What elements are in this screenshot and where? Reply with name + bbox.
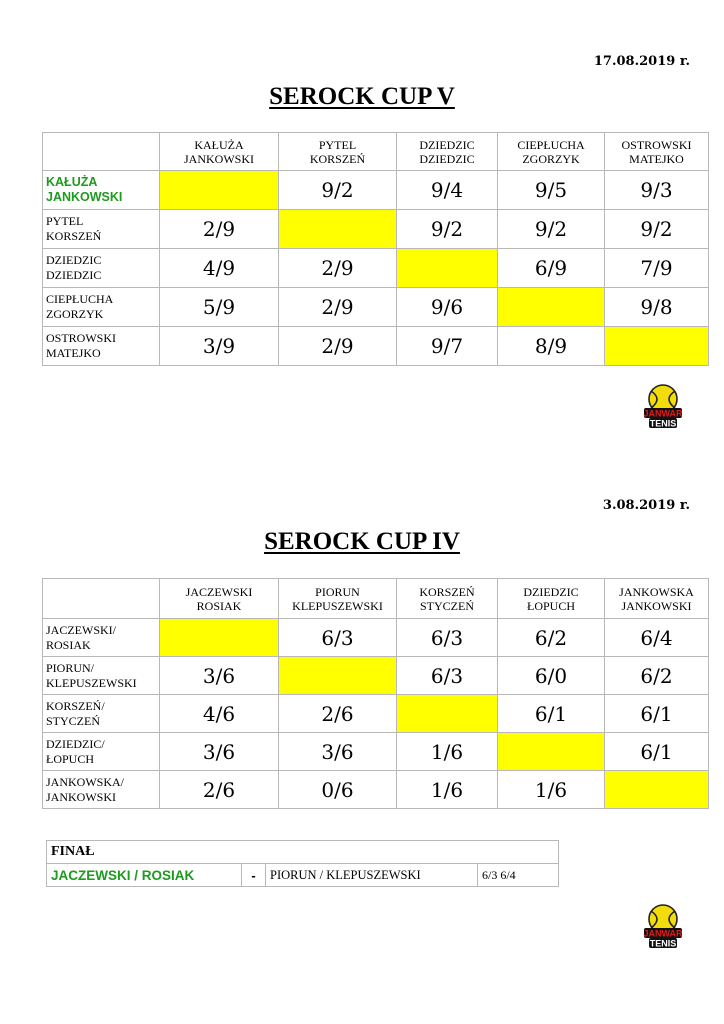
self-match-cell	[279, 210, 397, 249]
final-score: 6/3 6/4	[478, 864, 559, 887]
janwar-tenis-logo	[643, 384, 683, 432]
column-header	[498, 579, 605, 619]
self-match-cell	[605, 327, 709, 366]
table-row	[43, 733, 709, 771]
self-match-cell	[498, 288, 605, 327]
score-cell: 9/6	[397, 288, 498, 327]
table-row	[43, 288, 709, 327]
row-label-line: ZGORZYK	[46, 307, 104, 321]
table-row	[43, 695, 709, 733]
score-cell: 9/3	[605, 171, 709, 210]
final-table	[46, 840, 559, 887]
title-cup-iv: SEROCK CUP IV	[264, 528, 460, 555]
score-cell: 2/9	[279, 288, 397, 327]
score-cell: 2/9	[279, 327, 397, 366]
logo-line1: JANWAR	[643, 408, 683, 419]
logo-line2: TENIS	[649, 418, 677, 429]
row-label-line: JANKOWSKA/	[46, 774, 124, 789]
results-table-cup-v	[42, 132, 709, 366]
row-label-line: DZIEDZIC/	[46, 736, 105, 751]
score-cell: 6/3	[397, 657, 498, 695]
results-table-cup-iv	[42, 578, 709, 809]
row-label-line: JACZEWSKI/	[46, 622, 116, 637]
score-cell: 9/5	[498, 171, 605, 210]
column-header-line: PIORUN	[315, 584, 360, 599]
date-cup-iv: 3.08.2019 r.	[602, 498, 690, 513]
column-header-line: KORSZEŃ	[419, 584, 475, 599]
score-cell: 3/9	[160, 327, 279, 366]
title-cup-v: SEROCK CUP V	[269, 83, 455, 110]
table-row	[43, 171, 709, 210]
column-header-line: OSTROWSKI	[621, 137, 692, 152]
row-label-line: OSTROWSKI	[46, 331, 117, 345]
score-cell: 2/9	[160, 210, 279, 249]
column-header-line: STYCZEŃ	[420, 598, 474, 613]
row-label-line: KORSZEŃ/	[46, 698, 105, 713]
table-row	[43, 771, 709, 809]
row-label-line: ŁOPUCH	[46, 751, 95, 766]
row-label-line: STYCZEŃ	[46, 713, 100, 728]
final-heading: FINAŁ	[47, 841, 559, 864]
row-label	[43, 733, 160, 771]
row-label	[43, 771, 160, 809]
score-cell: 9/2	[605, 210, 709, 249]
final-loser: PIORUN / KLEPUSZEWSKI	[266, 864, 478, 887]
column-header	[160, 579, 279, 619]
column-header	[279, 579, 397, 619]
logo-line1: JANWAR	[643, 928, 683, 939]
column-header	[279, 133, 397, 171]
column-header-line: DZIEDZIC	[523, 584, 579, 599]
corner-cell	[43, 133, 160, 171]
date-cup-v: 17.08.2019 r.	[593, 54, 690, 69]
column-header-line: JANKOWSKI	[621, 598, 692, 613]
self-match-cell	[279, 657, 397, 695]
score-cell: 6/9	[498, 249, 605, 288]
column-header	[397, 133, 498, 171]
row-label	[43, 695, 160, 733]
row-label-line: KORSZEŃ	[46, 229, 102, 243]
row-label-line: KLEPUSZEWSKI	[46, 675, 137, 690]
row-label-line: MATEJKO	[46, 346, 101, 360]
table-row	[43, 249, 709, 288]
score-cell: 6/2	[605, 657, 709, 695]
score-cell: 4/6	[160, 695, 279, 733]
column-header-line: ZGORZYK	[522, 151, 580, 166]
score-cell: 1/6	[397, 771, 498, 809]
row-label-line: JANKOWSKI	[46, 789, 116, 804]
score-cell: 2/6	[279, 695, 397, 733]
score-cell: 9/4	[397, 171, 498, 210]
column-header-line: JACZEWSKI	[185, 584, 253, 599]
score-cell: 5/9	[160, 288, 279, 327]
row-label-line: ROSIAK	[46, 637, 91, 652]
column-header-line: DZIEDZIC	[419, 151, 475, 166]
column-header-line: ŁOPUCH	[526, 598, 575, 613]
row-label-line: PYTEL	[46, 214, 84, 228]
score-cell: 6/1	[605, 733, 709, 771]
column-header	[160, 133, 279, 171]
score-cell: 3/6	[160, 733, 279, 771]
column-header-line: DZIEDZIC	[419, 137, 475, 152]
row-label	[43, 619, 160, 657]
table-row	[43, 210, 709, 249]
table-row	[43, 619, 709, 657]
column-header	[605, 133, 709, 171]
column-header	[498, 133, 605, 171]
score-cell: 6/1	[498, 695, 605, 733]
column-header-line: MATEJKO	[629, 151, 684, 166]
self-match-cell	[397, 249, 498, 288]
column-header-line: PYTEL	[318, 137, 357, 152]
self-match-cell	[498, 733, 605, 771]
score-cell: 9/7	[397, 327, 498, 366]
score-cell: 6/4	[605, 619, 709, 657]
column-header	[605, 579, 709, 619]
table-row	[43, 657, 709, 695]
logo-line2: TENIS	[649, 938, 677, 949]
self-match-cell	[160, 619, 279, 657]
row-label-line: CIEPŁUCHA	[46, 292, 114, 306]
row-label	[43, 657, 160, 695]
final-separator: -	[242, 864, 266, 887]
self-match-cell	[160, 171, 279, 210]
score-cell: 4/9	[160, 249, 279, 288]
row-label	[43, 327, 160, 366]
final-winner: JACZEWSKI / ROSIAK	[47, 864, 242, 887]
table-row	[43, 327, 709, 366]
self-match-cell	[605, 771, 709, 809]
column-header-line: KLEPUSZEWSKI	[292, 598, 383, 613]
self-match-cell	[397, 695, 498, 733]
column-header	[397, 579, 498, 619]
column-header-line: JANKOWSKI	[184, 151, 254, 166]
row-label-line: KAŁUŻA	[46, 175, 98, 189]
score-cell: 1/6	[397, 733, 498, 771]
row-label	[43, 288, 160, 327]
score-cell: 9/8	[605, 288, 709, 327]
score-cell: 1/6	[498, 771, 605, 809]
row-label-line: DZIEDZIC	[46, 253, 102, 267]
score-cell: 6/3	[279, 619, 397, 657]
column-header-line: JANKOWSKA	[619, 584, 694, 599]
column-header-line: ROSIAK	[196, 598, 242, 613]
score-cell: 8/9	[498, 327, 605, 366]
score-cell: 9/2	[397, 210, 498, 249]
score-cell: 9/2	[498, 210, 605, 249]
janwar-tenis-logo-bottom	[643, 904, 683, 952]
row-label-line: DZIEDZIC	[46, 268, 102, 282]
column-header-line: KORSZEŃ	[309, 151, 366, 166]
row-label-line: JANKOWSKI	[46, 190, 123, 204]
score-cell: 0/6	[279, 771, 397, 809]
column-header-line: CIEPŁUCHA	[517, 137, 585, 152]
row-label	[43, 210, 160, 249]
row-label	[43, 249, 160, 288]
score-cell: 2/9	[279, 249, 397, 288]
row-label	[43, 171, 160, 210]
row-label-line: PIORUN/	[46, 660, 95, 675]
score-cell: 6/2	[498, 619, 605, 657]
score-cell: 6/1	[605, 695, 709, 733]
score-cell: 7/9	[605, 249, 709, 288]
score-cell: 3/6	[279, 733, 397, 771]
corner-cell	[43, 579, 160, 619]
score-cell: 2/6	[160, 771, 279, 809]
score-cell: 9/2	[279, 171, 397, 210]
score-cell: 3/6	[160, 657, 279, 695]
column-header-line: KAŁUŻA	[194, 137, 244, 152]
score-cell: 6/0	[498, 657, 605, 695]
score-cell: 6/3	[397, 619, 498, 657]
